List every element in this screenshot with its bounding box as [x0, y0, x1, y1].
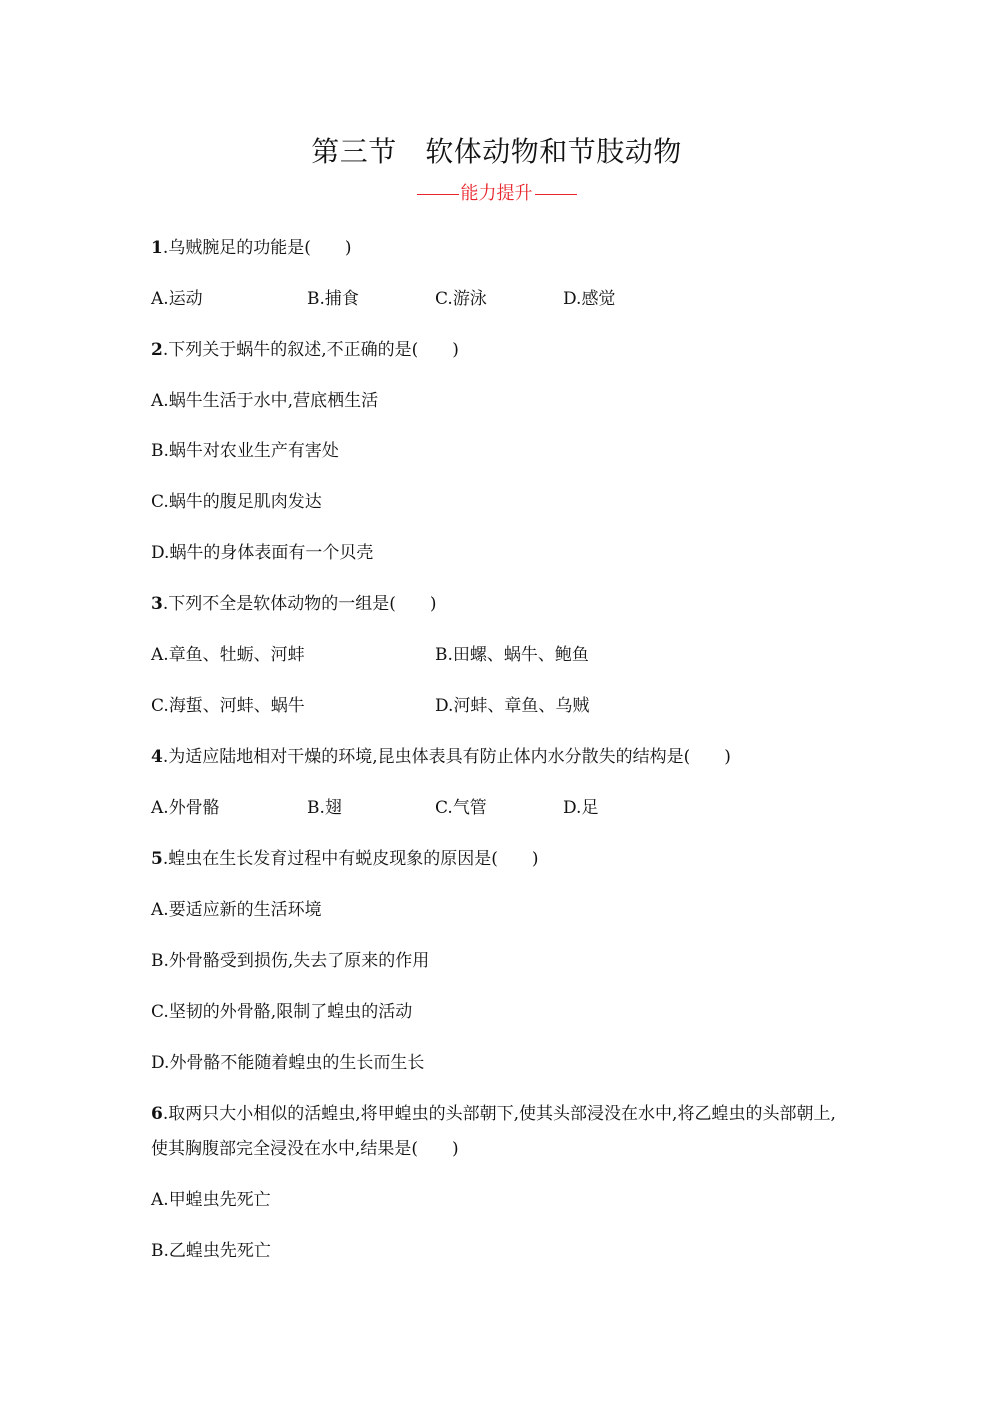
question-number: 4	[151, 747, 163, 767]
option-letter: B.	[151, 441, 169, 461]
option-text: 田螺、蜗牛、鲍鱼	[452, 645, 589, 665]
option-text: 坚韧的外骨骼,限制了蝗虫的活动	[168, 1002, 413, 1022]
option-letter: D.	[151, 1053, 170, 1073]
option-letter: D.	[563, 798, 582, 818]
q2-option-b	[151, 439, 339, 463]
option-letter: A.	[151, 1190, 169, 1210]
option-letter: A.	[151, 391, 169, 411]
option-letter: B.	[307, 798, 325, 818]
option-text: 蜗牛生活于水中,营底栖生活	[168, 391, 379, 411]
q2-option-a	[151, 389, 378, 413]
left-decorative-rule	[417, 194, 459, 195]
q5-option-a	[151, 898, 322, 922]
right-decorative-rule	[535, 194, 577, 195]
option-text: 气管	[452, 798, 487, 818]
question-6-stem-continued: 使其胸腹部完全浸没在水中,结果是( )	[151, 1139, 459, 1159]
option-text: 蜗牛的腹足肌肉发达	[168, 492, 322, 512]
option-text: 捕食	[324, 289, 359, 309]
question-number: 1	[151, 238, 163, 258]
question-3-stem	[151, 592, 437, 616]
page-title: 第三节 软体动物和节肢动物	[311, 135, 682, 168]
option-letter: A.	[151, 900, 169, 920]
q1-option-c	[435, 287, 487, 311]
option-letter: D.	[435, 696, 454, 716]
q1-option-a	[151, 287, 203, 311]
question-1-stem	[151, 236, 352, 260]
option-letter: C.	[435, 798, 453, 818]
option-text: 外骨骼不能随着蝗虫的生长而生长	[169, 1053, 425, 1073]
option-text: 要适应新的生活环境	[168, 900, 322, 920]
option-letter: C.	[151, 696, 169, 716]
option-letter: C.	[151, 492, 169, 512]
question-6-stem	[151, 1102, 836, 1126]
question-number: 6	[151, 1104, 163, 1124]
question-text: .为适应陆地相对干燥的环境,昆虫体表具有防止体内水分散失的结构是( )	[162, 747, 731, 767]
option-text: 蜗牛对农业生产有害处	[168, 441, 339, 461]
question-2-stem	[151, 338, 459, 362]
q1-option-b	[307, 287, 359, 311]
q3-option-c	[151, 694, 305, 718]
option-text: 海蜇、河蚌、蜗牛	[168, 696, 305, 716]
option-text: 蜗牛的身体表面有一个贝壳	[169, 543, 374, 563]
option-letter: C.	[151, 1002, 169, 1022]
subtitle-text: 能力提升	[460, 183, 533, 204]
q3-option-a	[151, 643, 305, 667]
q5-option-d	[151, 1051, 424, 1075]
question-text: .取两只大小相似的活蝗虫,将甲蝗虫的头部朝下,使其头部浸没在水中,将乙蝗虫的头部朝上,	[162, 1104, 836, 1124]
option-letter: A.	[151, 645, 169, 665]
question-text: .下列关于蜗牛的叙述,不正确的是( )	[162, 340, 459, 360]
q5-option-b	[151, 949, 429, 973]
q3-option-d	[435, 694, 589, 718]
option-letter: D.	[563, 289, 582, 309]
question-text: .乌贼腕足的功能是( )	[162, 238, 352, 258]
question-number: 3	[151, 594, 163, 614]
option-letter: A.	[151, 798, 169, 818]
option-text: 游泳	[452, 289, 487, 309]
option-text: 乙蝗虫先死亡	[168, 1241, 271, 1261]
option-text: 足	[581, 798, 599, 818]
option-letter: B.	[307, 289, 325, 309]
q3-option-b	[435, 643, 589, 667]
question-number: 2	[151, 340, 163, 360]
question-5-stem	[151, 847, 539, 871]
option-text: 河蚌、章鱼、乌贼	[453, 696, 590, 716]
question-text: .下列不全是软体动物的一组是( )	[162, 594, 437, 614]
option-text: 外骨骼受到损伤,失去了原来的作用	[168, 951, 430, 971]
option-text: 甲蝗虫先死亡	[168, 1190, 271, 1210]
question-4-stem	[151, 745, 731, 769]
option-letter: B.	[151, 1241, 169, 1261]
q2-option-d	[151, 541, 373, 565]
q2-option-c	[151, 490, 322, 514]
option-text: 翅	[324, 798, 342, 818]
option-text: 章鱼、牡蛎、河蚌	[168, 645, 305, 665]
question-number: 5	[151, 849, 163, 869]
q4-option-b	[307, 796, 342, 820]
option-letter: D.	[151, 543, 170, 563]
section-subtitle	[0, 180, 993, 208]
option-letter: C.	[435, 289, 453, 309]
q4-option-a	[151, 796, 220, 820]
q6-option-a	[151, 1188, 271, 1212]
option-letter: B.	[151, 951, 169, 971]
question-text: .蝗虫在生长发育过程中有蜕皮现象的原因是( )	[162, 849, 539, 869]
option-text: 感觉	[581, 289, 616, 309]
option-text: 外骨骼	[168, 798, 220, 818]
q5-option-c	[151, 1000, 412, 1024]
q4-option-d	[563, 796, 598, 820]
option-letter: A.	[151, 289, 169, 309]
q1-option-d	[563, 287, 615, 311]
option-letter: B.	[435, 645, 453, 665]
q6-option-b	[151, 1239, 271, 1263]
q4-option-c	[435, 796, 487, 820]
option-text: 运动	[168, 289, 203, 309]
